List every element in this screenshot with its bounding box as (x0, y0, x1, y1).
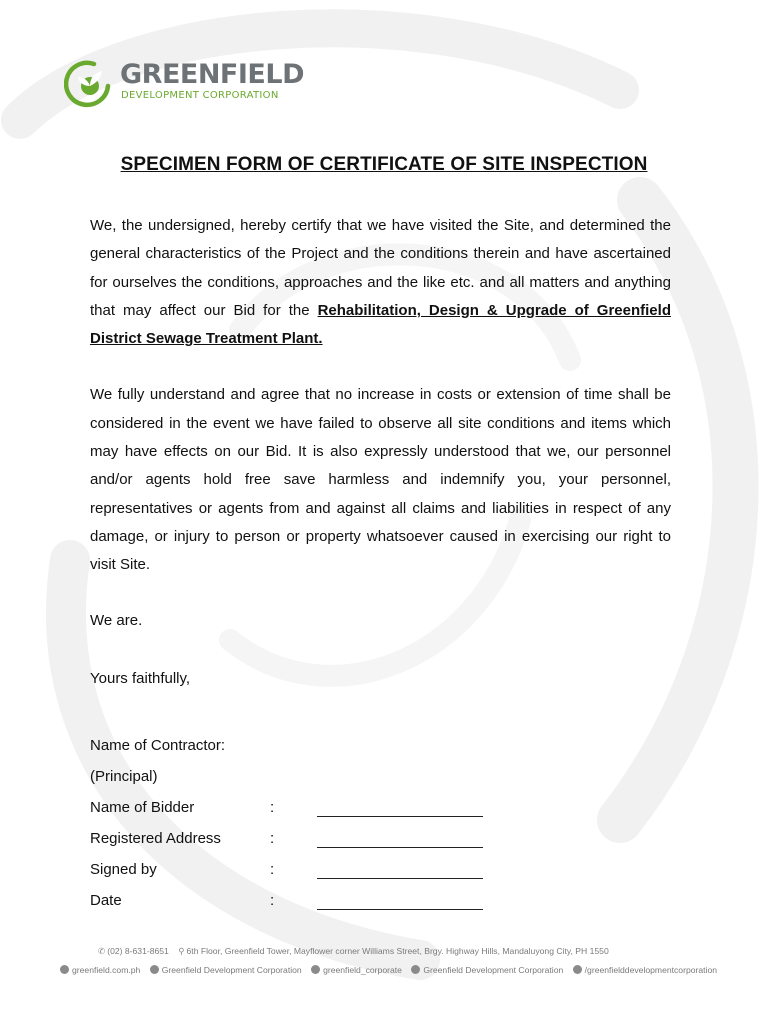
footer-facebook[interactable] (573, 965, 717, 975)
closing-salutation: Yours faithfully, (90, 670, 191, 687)
footer-youtube[interactable] (411, 965, 563, 975)
footer-website[interactable] (60, 965, 140, 975)
instagram-text: greenfield_corporate (323, 965, 402, 975)
sprout-logo-icon (64, 56, 114, 110)
website-text: greenfield.com.ph (72, 965, 141, 975)
address-label: Registered Address (90, 830, 221, 847)
date-row (90, 892, 510, 923)
signed-label: Signed by (90, 861, 157, 878)
bidder-row (90, 799, 510, 830)
facebook-icon (573, 965, 582, 974)
logo-tagline: DEVELOPMENT CORPORATION (121, 90, 279, 101)
instagram-icon (311, 965, 320, 974)
contractor-row (90, 737, 510, 768)
certification-paragraph (90, 212, 671, 353)
youtube-text: Greenfield Development Corporation (423, 965, 564, 975)
signed-row (90, 861, 510, 892)
phone-text: (02) 8-631-8651 (107, 946, 169, 956)
signed-blank-line[interactable] (317, 861, 483, 879)
footer-instagram[interactable] (311, 965, 402, 975)
we-are-text: We are. (90, 612, 143, 629)
globe-icon (60, 965, 69, 974)
document-body (90, 212, 671, 580)
footer-linkedin[interactable] (150, 965, 302, 975)
location-pin-icon: ⚲ (178, 946, 185, 956)
address-row (90, 830, 510, 861)
bidder-blank-line[interactable] (317, 799, 483, 817)
company-logo (64, 56, 304, 110)
contractor-label: Name of Contractor: (90, 737, 226, 754)
address-text: 6th Floor, Greenfield Tower, Mayflower corner Williams Street, Brgy. Highway Hills, Mandaluyong City, PH 1550 (186, 946, 609, 956)
date-blank-line[interactable] (317, 892, 483, 910)
project-name: Rehabilitation, Design & Upgrade of Greenfield District Sewage Treatment Plant. (90, 301, 671, 348)
linkedin-icon (150, 965, 159, 974)
phone-icon: ✆ (98, 946, 106, 956)
principal-row (90, 768, 510, 799)
document-title: SPECIMEN FORM OF CERTIFICATE OF SITE INSPECTION (120, 154, 648, 175)
bidder-label: Name of Bidder (90, 799, 195, 816)
agreement-paragraph: We fully understand and agree that no increase in costs or extension of time shall be considered in the event we have failed to observe all site conditions and items which may have effects on our Bid. It is also expressly understood that we, our personnel and/or agents hold free save harmless and indemnify you, your personnel, representatives or agents from and against all claims and liabilities in respect of any damage, or injury to person or property whatsoever caused in exercising our right to visit Site. (90, 386, 671, 574)
logo-wordmark: GREENFIELD (120, 59, 304, 90)
address-colon: : (270, 830, 275, 847)
certification-text: We, the undersigned, hereby certify that we have visited the Site, and determined the general characteristics of the Project and the conditions therein and have ascertained for ourselves the conditions, approaches and the like etc. and all matters and anything that may affect our Bid for the (90, 217, 671, 319)
signature-block (90, 737, 510, 923)
footer-social-line (60, 965, 724, 975)
bidder-colon: : (270, 799, 275, 816)
address-blank-line[interactable] (317, 830, 483, 848)
principal-label: (Principal) (90, 768, 158, 785)
signed-colon: : (270, 861, 275, 878)
footer-phone (98, 946, 169, 957)
youtube-icon (411, 965, 420, 974)
footer-contact-line (98, 946, 616, 957)
date-label: Date (90, 892, 122, 909)
facebook-text: /greenfielddevelopmentcorporation (584, 965, 718, 975)
footer-address (178, 946, 609, 957)
date-colon: : (270, 892, 275, 909)
linkedin-text: Greenfield Development Corporation (161, 965, 302, 975)
